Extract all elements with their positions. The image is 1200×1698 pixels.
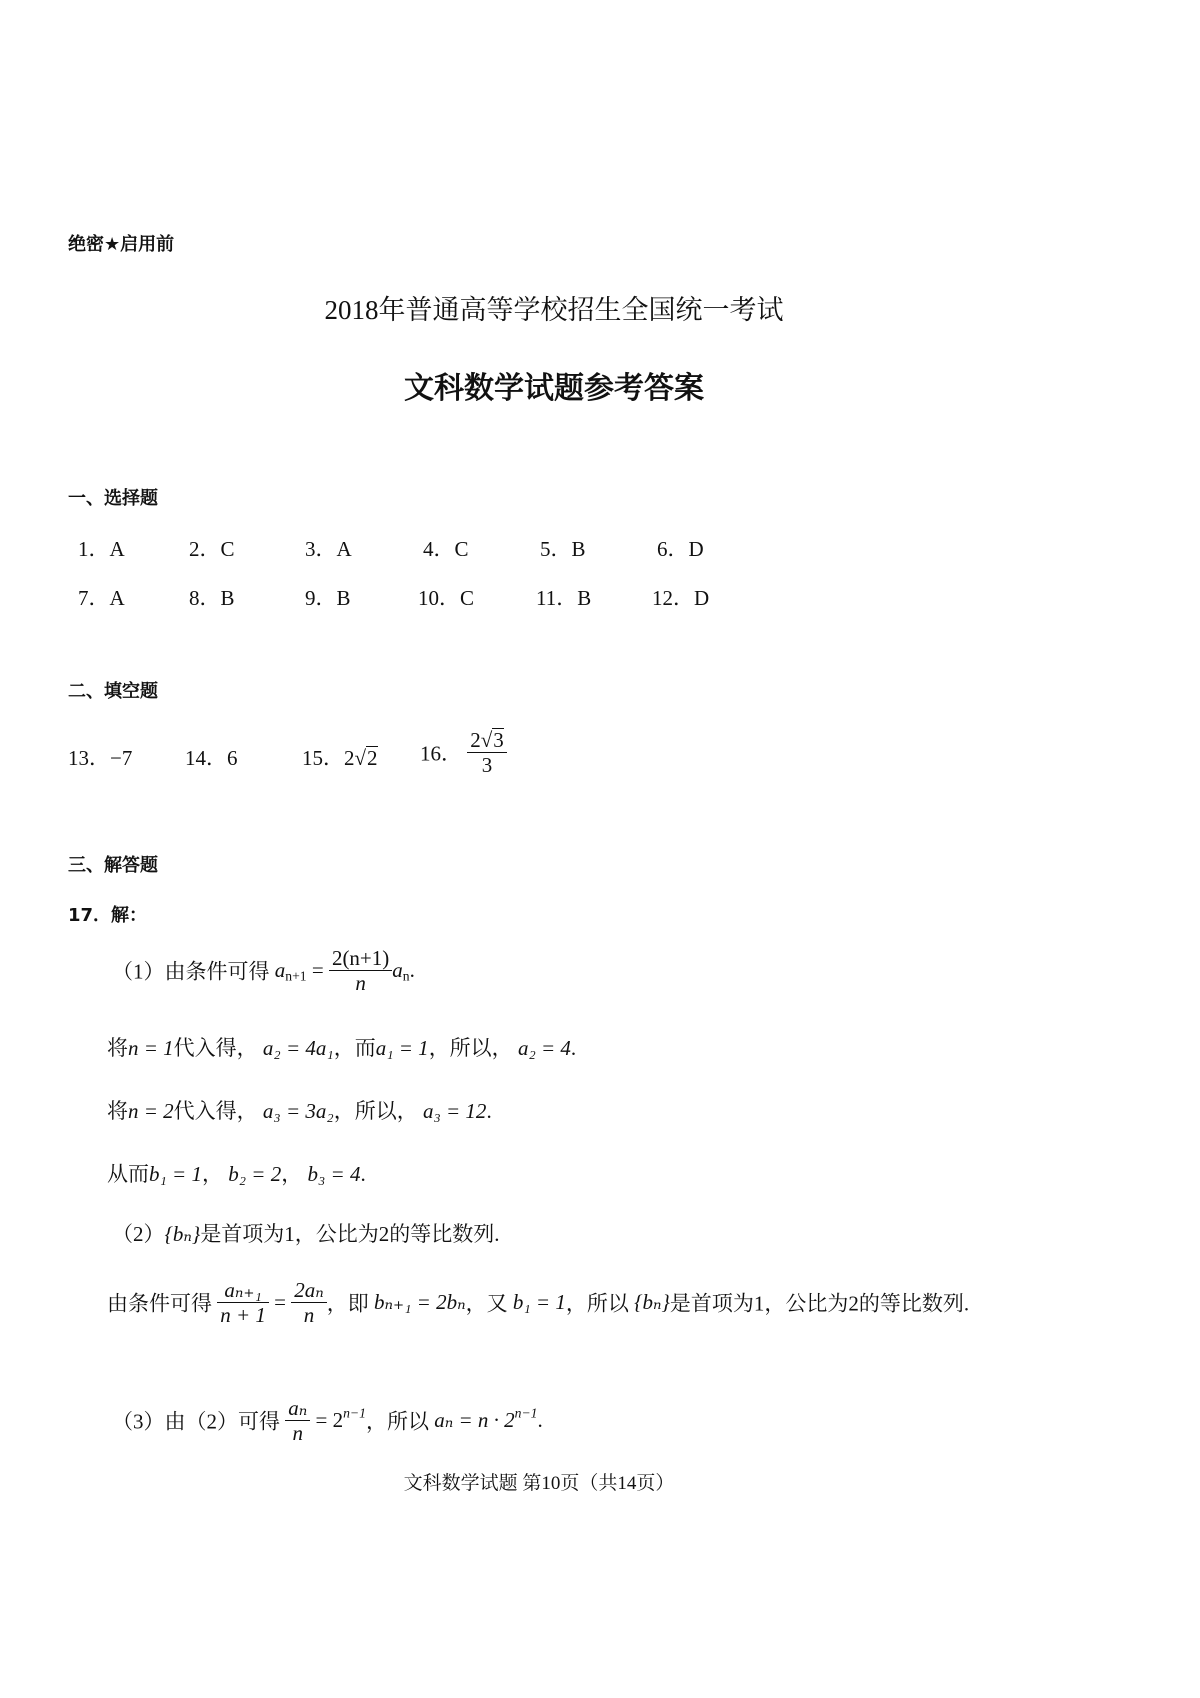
math-b2: b₂ = 2: [228, 1162, 282, 1186]
text: 代入得，: [173, 1099, 258, 1123]
period: .: [486, 1099, 492, 1123]
answer-16-label: 16．: [420, 741, 462, 766]
text: ，所以，: [428, 1036, 513, 1060]
page-footer: 文科数学试题 第10页（共14页）: [403, 1473, 675, 1494]
answer-15-radicand: 2: [367, 746, 378, 770]
math-a2-eq-4: a₂ = 4: [517, 1036, 571, 1060]
text: ，而: [333, 1036, 376, 1060]
document-title: 文科数学试题参考答案: [404, 371, 704, 406]
answer-8: 8．B: [189, 586, 235, 610]
denominator: n: [292, 1421, 303, 1446]
part-1-denominator: n: [355, 971, 366, 996]
part-1-numerator: 2(n+1): [329, 946, 392, 971]
exponent: n−1: [514, 1405, 538, 1421]
answer-16-num-radicand: 3: [493, 728, 504, 752]
math-b3: b₃ = 4: [307, 1162, 361, 1186]
answer-16-fraction: [467, 728, 507, 777]
numerator: aₙ: [285, 1396, 310, 1421]
period: .: [537, 1408, 543, 1433]
part-1-line: [112, 946, 415, 995]
math-an-formula: aₙ = n · 2: [434, 1408, 515, 1433]
part-3-prefix: （3）由（2）可得: [112, 1409, 280, 1434]
text: 代入得，: [173, 1036, 258, 1060]
comma: ，: [281, 1162, 303, 1186]
fraction-an-over-n: [285, 1396, 310, 1445]
math-bn-set: {bₙ}: [164, 1222, 201, 1246]
math-bn-set: {bₙ}: [634, 1290, 670, 1315]
confidential-mark: 绝密★启用前: [68, 234, 175, 255]
answer-15: [302, 742, 378, 772]
equals: =: [268, 1290, 292, 1315]
answer-7: 7．A: [78, 586, 125, 610]
text: ，即: [326, 1291, 369, 1316]
exam-title: 2018年普通高等学校招生全国统一考试: [324, 295, 784, 325]
line-b-values: [107, 1158, 366, 1188]
text: ，所以: [365, 1409, 429, 1434]
text: 将: [107, 1099, 128, 1123]
line-n1: [107, 1032, 576, 1062]
math-b1: b₁ = 1: [149, 1162, 202, 1186]
answer-14: 14．6: [185, 746, 238, 770]
answer-15-label: 15．: [302, 746, 344, 770]
part-2-line: [112, 1218, 500, 1248]
numerator: 2aₙ: [291, 1278, 327, 1303]
denominator: n + 1: [220, 1303, 266, 1328]
period: .: [570, 1036, 577, 1060]
math-a3-eq-12: a₃ = 12: [422, 1099, 487, 1123]
exponent: n−1: [343, 1405, 366, 1421]
text: ，所以，: [333, 1099, 418, 1123]
math-bn1-eq-2bn: bₙ₊₁ = 2bₙ: [374, 1290, 466, 1315]
fraction-an1-over-n1: [217, 1278, 269, 1327]
comma: ，: [201, 1162, 223, 1186]
period: .: [360, 1162, 366, 1186]
problem-17-label: 17．解：: [68, 905, 148, 926]
text: ，又: [465, 1291, 508, 1316]
denominator: n: [303, 1303, 315, 1328]
answer-1: 1．A: [78, 537, 125, 561]
math-n-eq-1: n = 1: [128, 1036, 174, 1060]
fraction-2an-over-n: [291, 1278, 327, 1327]
part-1-fraction: [329, 946, 392, 995]
answer-11: 11．B: [536, 586, 592, 610]
answer-10: 10．C: [418, 586, 475, 610]
answer-9: 9．B: [305, 586, 351, 610]
text: 是首项为1，公比为2的等比数列.: [200, 1222, 500, 1246]
answer-16: [420, 728, 507, 777]
subscript-n1: n+1: [285, 968, 307, 984]
section-heading-multiple-choice: 一、选择题: [68, 488, 158, 509]
line-recurrence: [107, 1278, 969, 1327]
math-a3-eq-3a2: a₃ = 3a₂: [262, 1099, 334, 1123]
text: 由条件可得: [107, 1291, 212, 1316]
answer-3: 3．A: [305, 537, 352, 561]
text: 将: [107, 1036, 128, 1060]
equals: =: [311, 958, 329, 983]
answer-6: 6．D: [657, 537, 704, 561]
part-2-label: （2）: [112, 1222, 165, 1246]
math-a2-eq-4a1: a₂ = 4a₁: [262, 1036, 334, 1060]
math-n-eq-2: n = 2: [128, 1099, 174, 1123]
answer-2: 2．C: [189, 537, 235, 561]
section-heading-solutions: 三、解答题: [68, 855, 158, 876]
line-n2: [107, 1095, 492, 1125]
answer-13: 13．−7: [68, 746, 133, 770]
a-symbol: a: [274, 958, 286, 983]
answer-16-num-coef: 2: [470, 728, 481, 752]
text: 从而: [107, 1162, 149, 1186]
math-b1-eq-1: b₁ = 1: [512, 1290, 566, 1315]
numerator: aₙ₊₁: [217, 1278, 269, 1303]
text: 是首项为1，公比为2的等比数列.: [669, 1291, 970, 1316]
section-heading-fill-in: 二、填空题: [68, 681, 158, 702]
math-eq-2: = 2: [310, 1408, 344, 1433]
answer-5: 5．B: [540, 537, 586, 561]
answer-4: 4．C: [423, 537, 469, 561]
an-symbol: a: [392, 958, 403, 983]
part-3-line: [112, 1396, 543, 1445]
text: ，所以: [565, 1291, 629, 1316]
math-a1-eq-1: a₁ = 1: [375, 1036, 429, 1060]
period: .: [409, 958, 415, 983]
answer-15-coef: 2: [344, 746, 355, 770]
part-1-prefix: （1）由条件可得: [112, 959, 270, 984]
sqrt-symbol: √: [480, 728, 493, 752]
subscript-n: n: [402, 968, 410, 984]
answer-12: 12．D: [652, 586, 710, 610]
answer-16-denominator: 3: [481, 753, 493, 778]
sqrt-symbol: √: [354, 746, 367, 770]
